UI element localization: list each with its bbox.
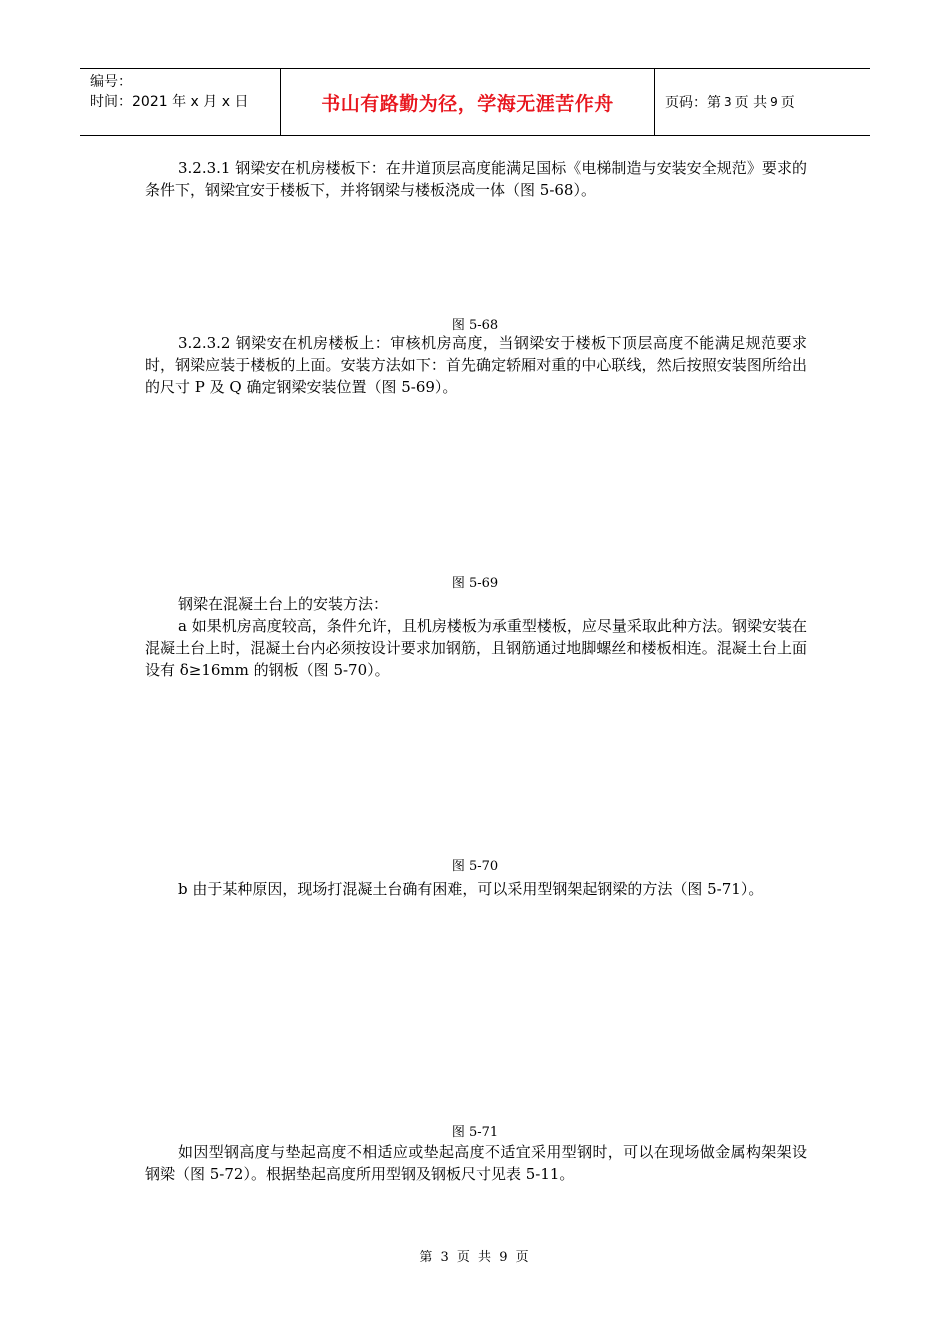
page-mid: 页 共 <box>734 95 768 111</box>
header-motto: 书山有路勤为径，学海无涯苦作舟 <box>281 69 655 135</box>
paragraph-method-a: a 如果机房高度较高，条件允许，且机房楼板为承重型楼板，应尽量采取此种方法。钢梁安装在混凝土台上时，混凝土台内必须按设计要求加钢筋，且钢筋通过地脚螺丝和楼板相连。混凝土台上面设有 δ≥16mm 的钢板（图 5-70）。 <box>145 617 807 679</box>
header-meta <box>80 69 281 135</box>
paragraph-3-2-3-2: 3.2.3.2 钢梁安在机房楼板上：审核机房高度，当钢梁安于楼板下顶层高度不能满足规范要求时，钢梁应装于楼板的上面。安装方法如下：首先确定轿厢对重的中心联线，然后按照安装图所给出的尺寸 P 及 Q 确定钢梁安装位置（图 5-69）。 <box>145 334 807 396</box>
figure-caption-5-68: 图 5-68 <box>451 318 499 333</box>
page-header <box>80 68 870 136</box>
paragraph-3-2-3-1: 3.2.3.1 钢梁安在机房楼板下：在井道顶层高度能满足国标《电梯制造与安装安全规范》要求的条件下，钢梁宜安于楼板下，并将钢梁与楼板浇成一体（图 5-68）。 <box>145 159 807 199</box>
figure-caption-5-70: 图 5-70 <box>451 859 499 874</box>
page-total: 9 <box>770 95 778 109</box>
figure-caption-5-69: 图 5-69 <box>451 576 499 591</box>
page-footer: 第 3 页 共 9 页 <box>419 1250 531 1265</box>
document-number-label: 编号： <box>90 74 132 90</box>
header-page-number <box>655 69 870 135</box>
page-suffix: 页 <box>780 95 795 111</box>
paragraph-metal-frame: 如因型钢高度与垫起高度不相适应或垫起高度不适宜采用型钢时，可以在现场做金属构架架设钢梁（图 5-72）。根据垫起高度所用型钢及钢板尺寸见表 5-11。 <box>145 1143 807 1183</box>
page-prefix: 页码：第 <box>665 95 721 111</box>
figure-caption-5-71: 图 5-71 <box>451 1125 499 1140</box>
document-date: 时间：2021 年 x 月 x 日 <box>90 94 249 110</box>
paragraph-method-b: b 由于某种原因，现场打混凝土台确有困难，可以采用型钢架起钢梁的方法（图 5-71）。 <box>178 880 764 898</box>
page-current: 3 <box>724 95 732 109</box>
paragraph-installation-heading: 钢梁在混凝土台上的安装方法： <box>178 595 389 613</box>
